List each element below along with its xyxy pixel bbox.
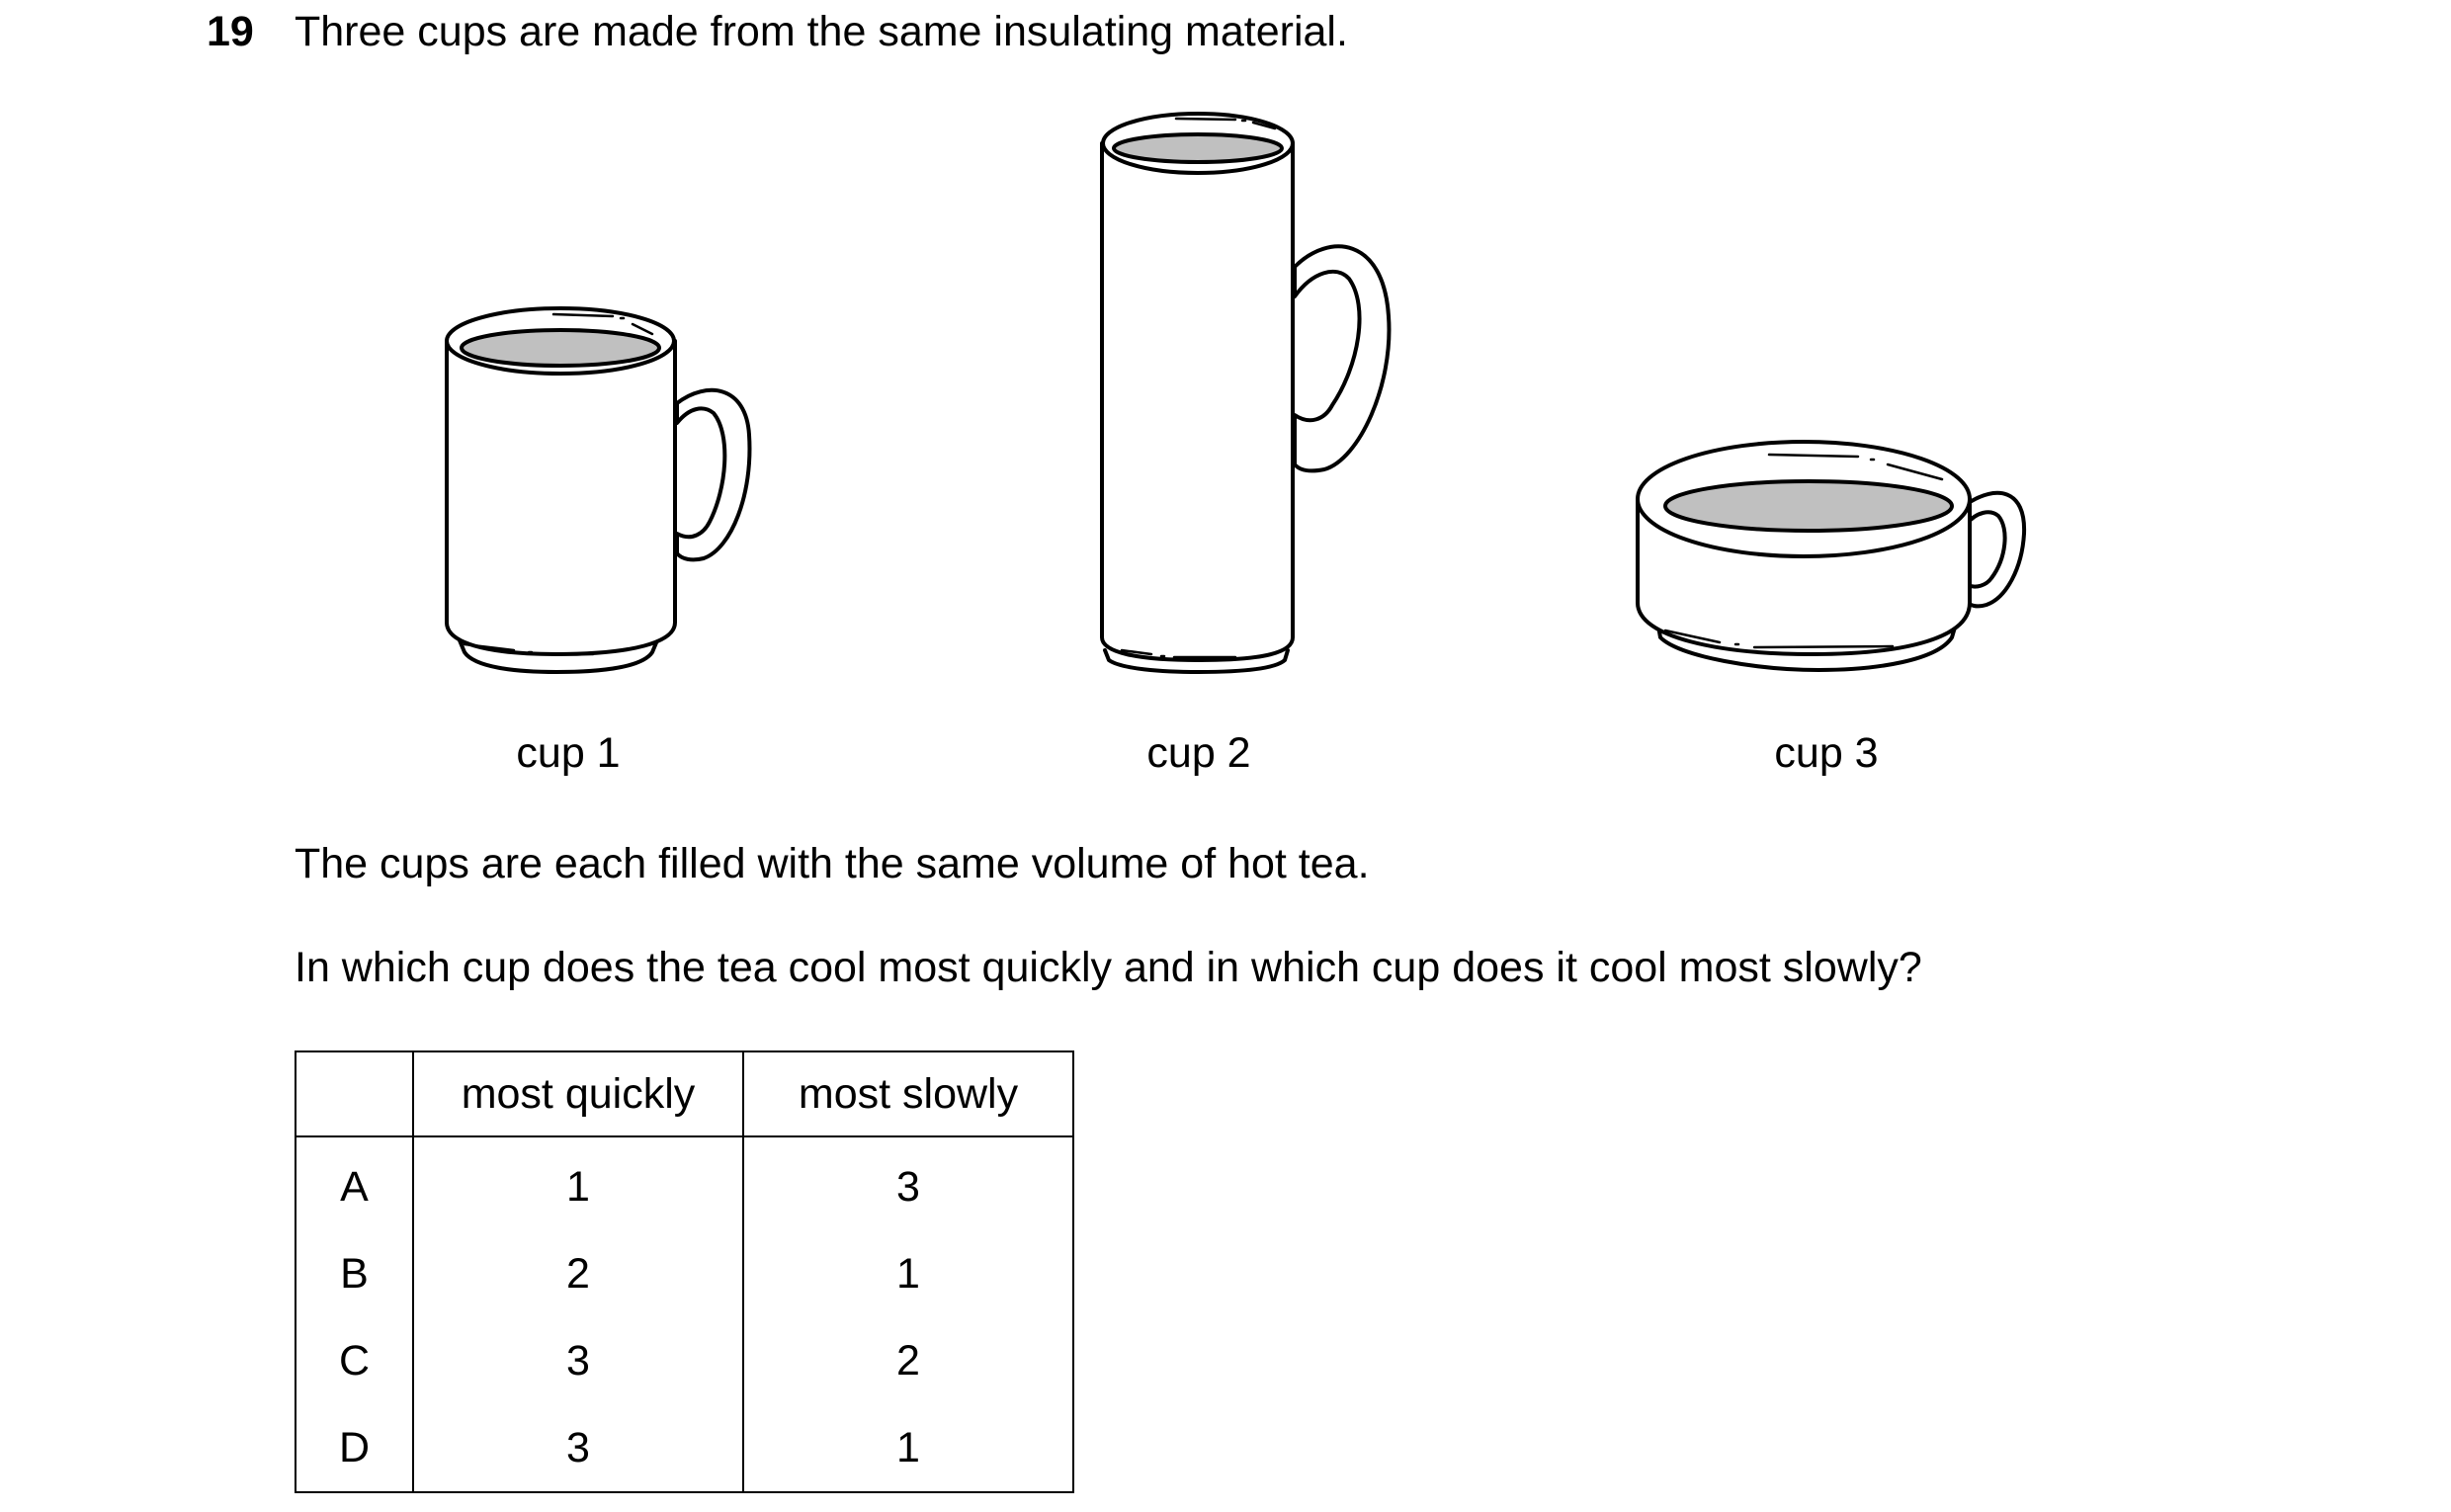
cup-1-body (447, 341, 675, 654)
cup-1-tea (462, 330, 659, 366)
option-most-slowly: 2 (743, 1317, 1073, 1404)
option-letter: A (296, 1136, 413, 1230)
table-row[interactable] (296, 1136, 1073, 1230)
option-most-quickly: 3 (413, 1404, 743, 1492)
header-letter (296, 1051, 413, 1136)
header-most-slowly: most slowly (743, 1051, 1073, 1136)
cup-3-illustration (1638, 442, 2024, 670)
cups-diagram (0, 0, 2451, 751)
cup-2-label: cup 2 (1146, 729, 1251, 777)
cup-3-tea (1665, 481, 1952, 531)
cup-2-illustration (1102, 114, 1389, 672)
cup-3-label: cup 3 (1774, 729, 1879, 777)
cup-1-handle (677, 390, 749, 560)
option-letter: D (296, 1404, 413, 1492)
cup-1-illustration (447, 308, 749, 672)
option-most-quickly: 3 (413, 1317, 743, 1404)
cup-1-label: cup 1 (516, 729, 621, 777)
answer-table (295, 1050, 1074, 1493)
cup-2-handle (1295, 246, 1389, 470)
table-row[interactable] (296, 1404, 1073, 1492)
option-most-slowly: 1 (743, 1230, 1073, 1317)
question-statement: The cups are each filled with the same volume of hot tea. (295, 840, 1370, 887)
option-most-slowly: 3 (743, 1136, 1073, 1230)
cup-2-tea (1114, 134, 1282, 162)
table-row[interactable] (296, 1317, 1073, 1404)
option-most-quickly: 2 (413, 1230, 743, 1317)
header-most-quickly: most quickly (413, 1051, 743, 1136)
option-letter: C (296, 1317, 413, 1404)
option-most-quickly: 1 (413, 1136, 743, 1230)
option-most-slowly: 1 (743, 1404, 1073, 1492)
question-prompt: In which cup does the tea cool most quickly and in which cup does it cool most slowly? (295, 944, 1922, 991)
option-letter: B (296, 1230, 413, 1317)
question-number: 19 (207, 8, 254, 55)
cup-3-handle (1967, 493, 2024, 607)
table-header-row (296, 1051, 1073, 1136)
cup-2-body (1102, 143, 1293, 660)
question-stem: Three cups are made from the same insulating material. (295, 8, 1348, 55)
table-row[interactable] (296, 1230, 1073, 1317)
